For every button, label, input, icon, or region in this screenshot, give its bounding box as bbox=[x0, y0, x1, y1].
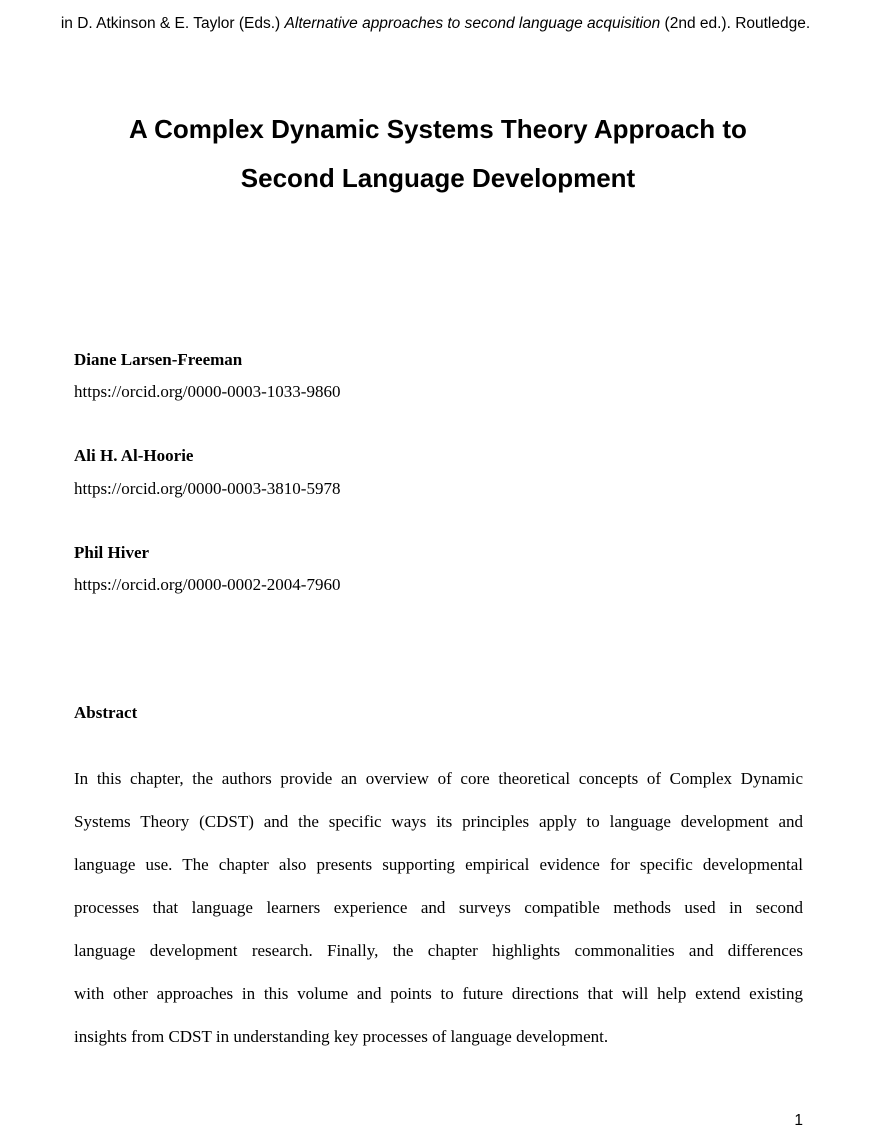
abstract-body bbox=[74, 757, 803, 1058]
paper-title-line-2: Second Language Development bbox=[240, 163, 636, 193]
author-orcid-link[interactable]: https://orcid.org/0000-0003-1033-9860 bbox=[74, 382, 341, 401]
abstract-heading: Abstract bbox=[74, 703, 138, 722]
abstract-line: language use. The chapter also presents supporting empirical evidence for specific developmental bbox=[74, 855, 803, 874]
abstract-line: language development research. Finally, the chapter highlights commonalities and differences bbox=[74, 941, 803, 960]
abstract-line: insights from CDST in understanding key processes of language development. bbox=[74, 1027, 609, 1046]
paper-title-line-1: A Complex Dynamic Systems Theory Approach to bbox=[129, 114, 747, 144]
abstract-line: Systems Theory (CDST) and the specific ways its principles apply to language development and bbox=[74, 812, 803, 831]
author-orcid-link[interactable]: https://orcid.org/0000-0002-2004-7960 bbox=[74, 575, 341, 594]
abstract-line: In this chapter, the authors provide an overview of core theoretical concepts of Complex Dynamic bbox=[74, 769, 803, 788]
author-name: Diane Larsen-Freeman bbox=[74, 350, 243, 369]
page-number: 1 bbox=[794, 1112, 803, 1129]
running-header bbox=[0, 14, 871, 34]
header-book-title: Alternative approaches to second language acquisition bbox=[284, 15, 661, 32]
author-name: Phil Hiver bbox=[74, 543, 150, 562]
abstract-line: with other approaches in this volume and points to future directions that will help extend existing bbox=[74, 984, 803, 1003]
header-prefix: in D. Atkinson & E. Taylor (Eds.) bbox=[60, 15, 285, 32]
author-name: Ali H. Al-Hoorie bbox=[74, 446, 194, 465]
author-orcid-link[interactable]: https://orcid.org/0000-0003-3810-5978 bbox=[74, 479, 341, 498]
header-suffix: (2nd ed.). Routledge. bbox=[660, 15, 811, 32]
abstract-line: processes that language learners experience and surveys compatible methods used in second bbox=[74, 898, 803, 917]
paper-title bbox=[0, 105, 871, 203]
